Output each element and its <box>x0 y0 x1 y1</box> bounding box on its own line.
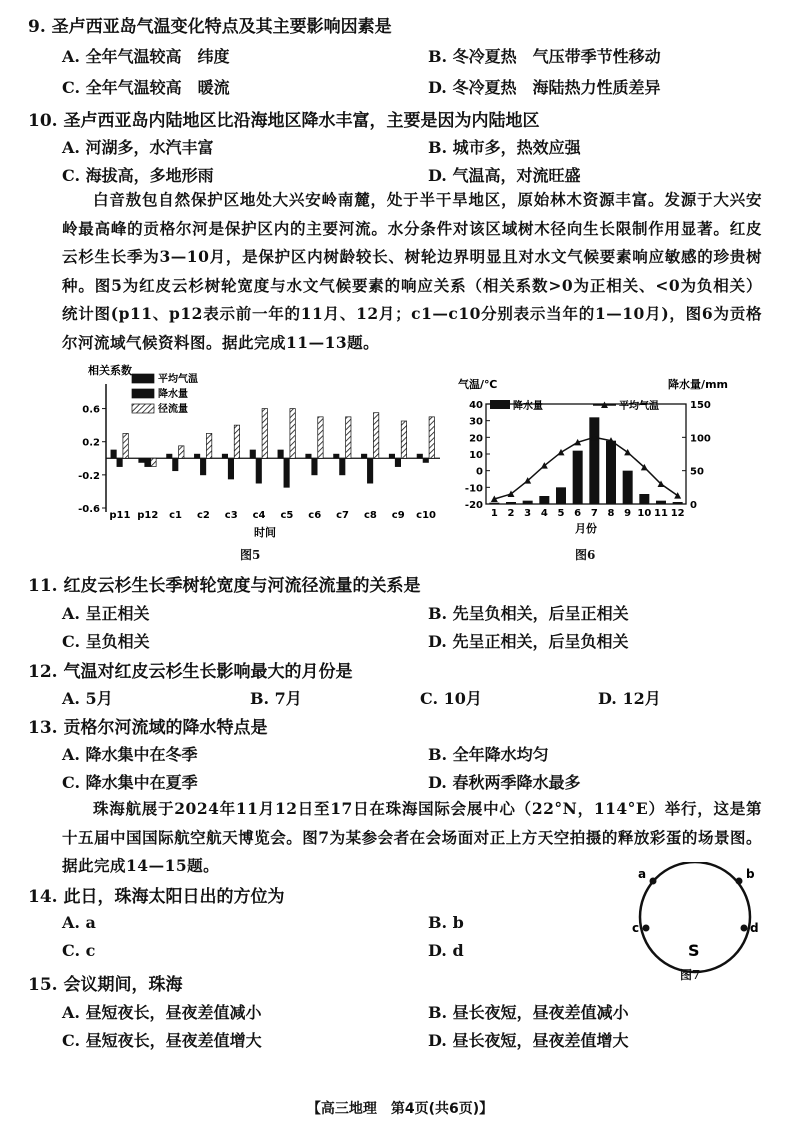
q10-option-a: A. 河湖多，水汽丰富 <box>62 138 214 157</box>
fig6-temp-point <box>558 449 565 456</box>
fig6-left-tick-label: 40 <box>469 400 483 411</box>
fig5-bar-径流量 <box>262 409 267 459</box>
fig5-legend-swatch <box>132 389 154 398</box>
q9-option-d: D. 冬冷夏热 海陆热力性质差异 <box>428 78 661 97</box>
fig5-bar-径流量 <box>290 409 295 459</box>
fig5-legend-label: 平均气温 <box>158 374 198 385</box>
fig5-bar-降水量 <box>200 458 205 475</box>
q15-option-d: D. 昼长夜短，昼夜差值增大 <box>428 1031 629 1050</box>
fig6-precip-bar <box>606 441 616 504</box>
q13-option-a: A. 降水集中在冬季 <box>62 745 198 764</box>
q15-stem: 15. 会议期间，珠海 <box>28 975 183 995</box>
fig6-legend-precip-swatch <box>490 400 510 409</box>
q12-stem: 12. 气温对红皮云杉生长影响最大的月份是 <box>28 662 353 682</box>
fig5-bar-降水量 <box>312 458 317 475</box>
fig5-bar-降水量 <box>284 458 289 487</box>
fig6-x-tick-label: 6 <box>574 508 582 519</box>
fig5-bar-平均气温 <box>334 454 339 458</box>
fig6-right-tick-label: 100 <box>690 433 711 445</box>
fig6-precip-bar <box>489 503 499 504</box>
fig6-precip-bar <box>673 502 683 504</box>
fig5-x-tick-label: c8 <box>363 510 377 521</box>
fig5-bar-径流量 <box>429 417 434 458</box>
fig6-x-tick-label: 12 <box>670 508 685 519</box>
fig6-legend-precip-label: 降水量 <box>513 401 543 412</box>
fig6-x-tick-label: 3 <box>524 508 532 519</box>
fig6-left-tick-label: 30 <box>469 416 483 428</box>
fig5-x-tick-label: p11 <box>109 510 131 521</box>
q12-option-a: A. 5月 <box>62 689 113 708</box>
figure-6-chart <box>458 374 728 549</box>
fig5-x-tick-label: c2 <box>196 510 210 521</box>
fig5-x-tick-label: c5 <box>280 510 294 521</box>
fig5-legend-swatch <box>132 404 154 413</box>
fig5-bar-平均气温 <box>139 458 144 462</box>
fig6-left-axis-label: 气温/℃ <box>458 378 498 391</box>
fig5-bar-平均气温 <box>417 454 422 458</box>
q14-option-c: C. c <box>62 941 96 960</box>
fig6-x-tick-label: 7 <box>590 508 598 519</box>
fig5-bar-径流量 <box>346 417 351 458</box>
fig6-x-tick-label: 5 <box>557 508 565 519</box>
fig6-precip-bar <box>556 487 566 504</box>
figure-5-caption: 图5 <box>240 548 261 562</box>
fig5-bar-降水量 <box>117 458 122 466</box>
q10-option-d: D. 气温高，对流旺盛 <box>428 166 581 185</box>
q11-option-d: D. 先呈正相关，后呈负相关 <box>428 632 629 651</box>
fig6-precip-bar <box>639 494 649 504</box>
q13-option-c: C. 降水集中在夏季 <box>62 773 198 792</box>
fig6-left-tick-label: 20 <box>469 433 483 445</box>
fig5-bar-降水量 <box>395 458 400 466</box>
fig5-bar-径流量 <box>123 433 128 458</box>
q11-stem: 11. 红皮云杉生长季树轮宽度与河流径流量的关系是 <box>28 576 421 596</box>
figure-5-chart <box>70 360 450 560</box>
fig5-bar-径流量 <box>179 446 184 458</box>
label-a: a <box>638 867 647 881</box>
q12-option-d: D. 12月 <box>598 689 661 708</box>
fig5-x-tick-label: c10 <box>416 510 437 521</box>
fig5-bar-平均气温 <box>250 450 255 458</box>
point-d-marker <box>741 925 748 932</box>
fig5-bar-降水量 <box>145 458 150 466</box>
fig5-legend-label: 降水量 <box>158 389 188 400</box>
fig6-x-tick-label: 9 <box>624 508 632 519</box>
fig5-bar-平均气温 <box>111 450 116 458</box>
fig6-right-tick-label: 150 <box>690 400 711 411</box>
fig5-x-tick-label: c7 <box>336 510 350 521</box>
point-c-marker <box>643 925 650 932</box>
q9-option-b: B. 冬冷夏热 气压带季节性移动 <box>428 47 661 66</box>
fig5-x-tick-label: c6 <box>308 510 322 521</box>
fig6-x-tick-label: 10 <box>637 508 652 519</box>
q11-option-a: A. 呈正相关 <box>62 604 150 623</box>
fig5-bar-平均气温 <box>361 454 366 458</box>
q15-option-a: A. 昼短夜长，昼夜差值减小 <box>62 1003 262 1022</box>
fig6-right-axis-label: 降水量/mm <box>668 378 728 391</box>
label-south: S <box>688 941 700 960</box>
fig6-precip-bar <box>589 417 599 504</box>
fig5-bar-径流量 <box>401 421 406 458</box>
q12-option-c: C. 10月 <box>420 689 482 708</box>
q13-option-b: B. 全年降水均匀 <box>428 745 549 764</box>
fig6-x-tick-label: 8 <box>607 508 615 519</box>
fig5-x-tick-label: c4 <box>252 510 266 521</box>
passage-1: 白音敖包自然保护区地处大兴安岭南麓，处于半干旱地区，原始林木资源丰富。发源于大兴安岭最高峰的贡格尔河是保护区内的主要河流。水分条件对该区域树木径向生长限制作用显著。红皮云杉生长季为3—10月，是保护区内树龄较长、树轮边界明显且对水文气候要素响应敏感的珍贵树种。图5为红皮云杉树轮宽度与水文气候要素的响应关系（相关系数>0为正相关、<0为负相关）统计图(p11、p12表示前一年的11月、12月；c1—c10分别表示当年的1—10月)，图6为贡格尔河流域气候资料图。据此完成11—13题。 <box>62 190 762 352</box>
label-c: c <box>632 921 640 935</box>
fig5-bar-降水量 <box>340 458 345 475</box>
q9-stem: 9. 圣卢西亚岛气温变化特点及其主要影响因素是 <box>28 17 392 37</box>
fig6-plot-frame <box>486 404 686 504</box>
q14-option-d: D. d <box>428 941 464 960</box>
label-d: d <box>750 921 759 935</box>
q15-option-c: C. 昼短夜长，昼夜差值增大 <box>62 1031 262 1050</box>
fig5-bar-径流量 <box>318 417 323 458</box>
fig5-x-tick-label: c1 <box>169 510 183 521</box>
fig5-bar-降水量 <box>228 458 233 479</box>
fig6-x-tick-label: 2 <box>507 508 515 519</box>
q10-option-c: C. 海拔高，多地形雨 <box>62 166 214 185</box>
q9-option-c: C. 全年气温较高 暖流 <box>62 78 230 97</box>
fig6-left-tick-label: -10 <box>464 483 483 495</box>
q10-stem: 10. 圣卢西亚岛内陆地区比沿海地区降水丰富，主要是因为内陆地区 <box>28 111 540 131</box>
fig6-temp-line <box>494 437 677 499</box>
q9-option-a: A. 全年气温较高 纬度 <box>62 47 230 66</box>
fig6-right-tick-label: 0 <box>690 500 697 511</box>
fig5-bar-径流量 <box>206 433 211 458</box>
q11-option-b: B. 先呈负相关，后呈正相关 <box>428 604 629 623</box>
figure-7-caption: 图7 <box>680 968 701 982</box>
fig5-x-tick-label: p12 <box>137 510 159 521</box>
fig5-x-tick-label: c9 <box>391 510 405 521</box>
q13-option-d: D. 春秋两季降水最多 <box>428 773 581 792</box>
fig6-x-tick-label: 1 <box>490 508 498 519</box>
q10-option-b: B. 城市多，热效应强 <box>428 138 581 157</box>
figure-6-caption: 图6 <box>575 548 596 562</box>
fig5-bar-径流量 <box>373 413 378 459</box>
point-b-marker <box>736 878 743 885</box>
fig6-precip-bar <box>539 496 549 504</box>
fig5-legend-label: 径流量 <box>158 404 188 415</box>
fig5-bar-平均气温 <box>278 450 283 458</box>
passage-2: 珠海航展于2024年11月12日至17日在珠海国际会展中心（22°N，114°E）举行，这是第十五届中国国际航空航天博览会。图7为某参会者在会场面对正上方天空拍摄的释放彩蛋的场景图。据此完成14—15题。 <box>62 799 762 875</box>
fig5-bar-平均气温 <box>389 454 394 458</box>
fig5-bar-平均气温 <box>167 454 172 458</box>
q14-option-a: A. a <box>62 913 96 932</box>
fig5-x-tick-label: c3 <box>224 510 238 521</box>
fig5-bar-平均气温 <box>222 454 227 458</box>
fig6-precip-bar <box>623 471 633 504</box>
fig6-precip-bar <box>573 451 583 504</box>
fig6-precip-bar <box>656 501 666 504</box>
fig5-bar-降水量 <box>173 458 178 470</box>
fig5-bar-平均气温 <box>306 454 311 458</box>
fig5-y-label: 相关系数 <box>88 364 132 377</box>
fig6-precip-bar <box>506 502 516 504</box>
q15-option-b: B. 昼长夜短，昼夜差值减小 <box>428 1003 629 1022</box>
fig5-y-tick-label: 0.2 <box>82 437 100 449</box>
fig6-x-tick-label: 4 <box>540 508 548 519</box>
figure-7-diagram <box>620 862 770 982</box>
q13-stem: 13. 贡格尔河流域的降水特点是 <box>28 718 268 738</box>
fig5-y-tick-label: -0.2 <box>78 470 100 482</box>
fig5-x-label: 时间 <box>254 526 276 539</box>
fig5-bar-平均气温 <box>194 454 199 458</box>
fig5-bar-降水量 <box>256 458 261 483</box>
fig6-x-label: 月份 <box>575 522 597 535</box>
fig5-bar-径流量 <box>234 425 239 458</box>
q14-stem: 14. 此日，珠海太阳日出的方位为 <box>28 887 285 907</box>
fig5-legend-swatch <box>132 374 154 383</box>
point-a-marker <box>650 878 657 885</box>
fig6-right-tick-label: 50 <box>690 466 704 478</box>
fig6-left-tick-label: 0 <box>476 466 483 478</box>
q12-option-b: B. 7月 <box>250 689 302 708</box>
fig6-legend-temp-label: 平均气温 <box>619 401 659 412</box>
fig5-bar-径流量 <box>151 458 156 466</box>
fig6-precip-bar <box>523 501 533 504</box>
q14-option-b: B. b <box>428 913 464 932</box>
fig5-y-tick-label: -0.6 <box>78 504 100 515</box>
q11-option-c: C. 呈负相关 <box>62 632 150 651</box>
page-footer: 【高三地理 第4页(共6页)】 <box>306 1101 494 1117</box>
fig5-y-tick-label: 0.6 <box>82 404 100 416</box>
label-b: b <box>746 867 755 881</box>
fig5-bar-降水量 <box>367 458 372 483</box>
fig6-left-tick-label: 10 <box>469 450 483 461</box>
fig5-bar-降水量 <box>423 458 428 462</box>
fig6-left-tick-label: -20 <box>464 500 483 511</box>
fig6-x-tick-label: 11 <box>654 508 668 519</box>
